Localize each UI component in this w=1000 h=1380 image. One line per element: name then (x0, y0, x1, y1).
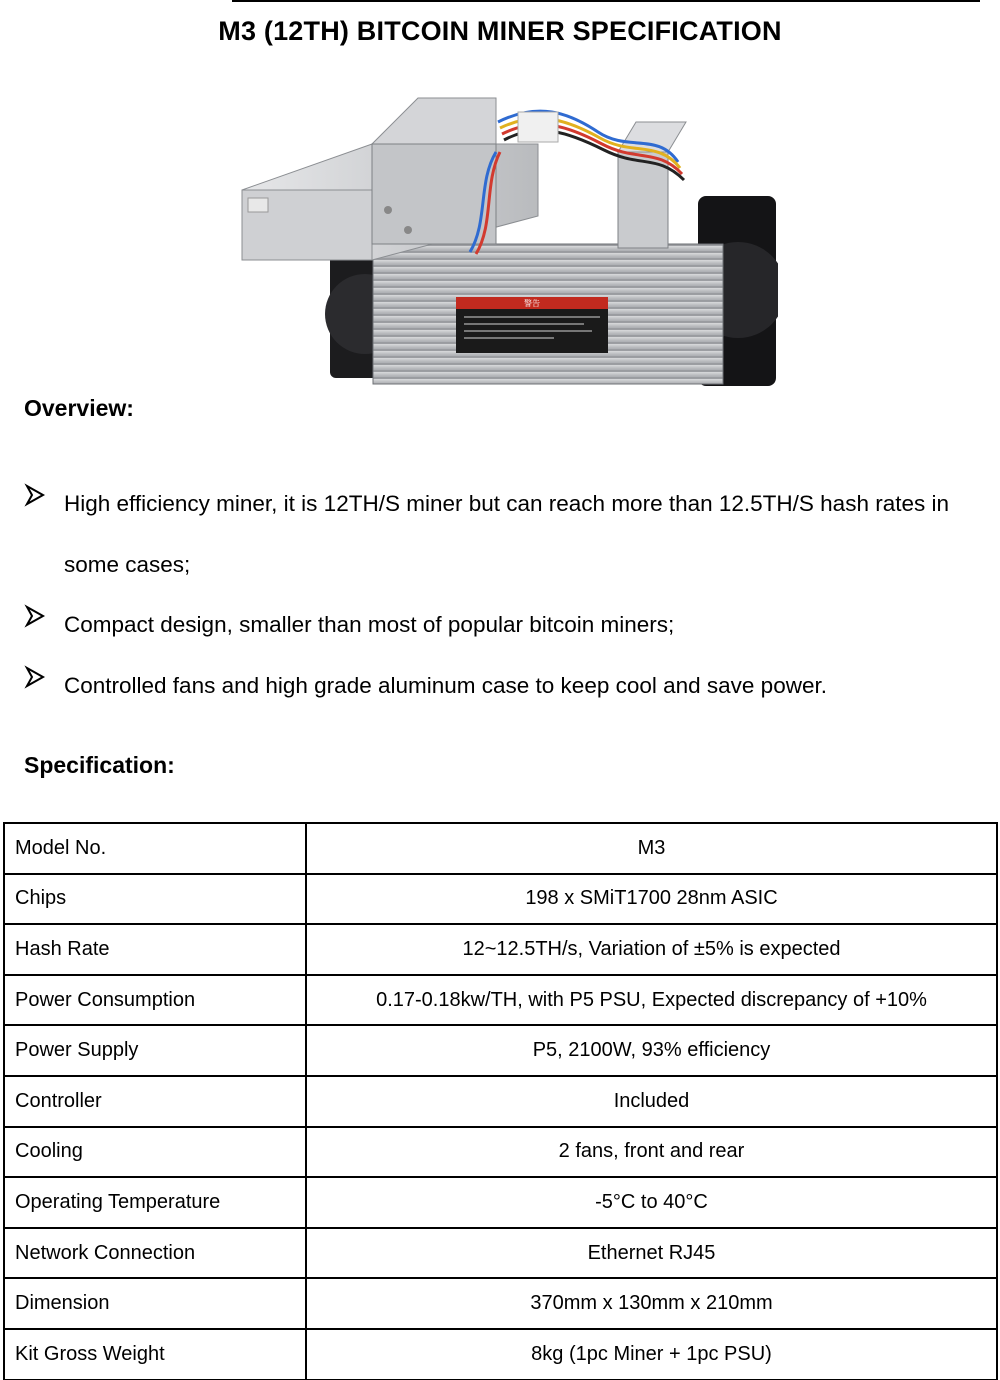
spec-value: M3 (306, 823, 997, 874)
table-row (4, 1228, 997, 1279)
table-row (4, 1127, 997, 1178)
spec-label: Model No. (4, 823, 306, 874)
spec-label: Power Supply (4, 1025, 306, 1076)
spec-value: 0.17-0.18kw/TH, with P5 PSU, Expected discrepancy of +10% (306, 975, 997, 1026)
spec-label: Hash Rate (4, 924, 306, 975)
spec-value: 370mm x 130mm x 210mm (306, 1278, 997, 1329)
bullet-text: Controlled fans and high grade aluminum case to keep cool and save power. (64, 672, 827, 698)
spec-value: P5, 2100W, 93% efficiency (306, 1025, 997, 1076)
arrowhead-bullet-icon (24, 595, 46, 655)
bullet-text: Compact design, smaller than most of popular bitcoin miners; (64, 612, 675, 637)
list-item (24, 656, 984, 717)
table-row (4, 924, 997, 975)
spec-label: Network Connection (4, 1228, 306, 1279)
table-row (4, 1177, 997, 1228)
spec-value: 2 fans, front and rear (306, 1127, 997, 1178)
table-row (4, 1025, 997, 1076)
arrowhead-bullet-icon (24, 474, 46, 534)
bullet-text: High efficiency miner, it is 12TH/S miner but can reach more than 12.5TH/S hash rates in some cases; (64, 491, 949, 577)
list-item (24, 474, 984, 595)
spec-label: Operating Temperature (4, 1177, 306, 1228)
spec-value: -5°C to 40°C (306, 1177, 997, 1228)
table-row (4, 823, 997, 874)
spec-label: Power Consumption (4, 975, 306, 1026)
spec-value: 198 x SMiT1700 28nm ASIC (306, 874, 997, 925)
spec-label: Controller (4, 1076, 306, 1127)
overview-bullet-list (24, 474, 984, 716)
spec-value: 12~12.5TH/s, Variation of ±5% is expected (306, 924, 997, 975)
spec-value: 8kg (1pc Miner + 1pc PSU) (306, 1329, 997, 1380)
spec-label: Kit Gross Weight (4, 1329, 306, 1380)
overview-heading: Overview: (24, 395, 134, 421)
spec-label: Cooling (4, 1127, 306, 1178)
spec-label: Dimension (4, 1278, 306, 1329)
warning-label-text: 警告 (524, 299, 540, 308)
spec-value: Ethernet RJ45 (306, 1228, 997, 1279)
table-row (4, 874, 997, 925)
table-row (4, 1329, 997, 1380)
specification-table (3, 822, 998, 1380)
spec-label: Chips (4, 874, 306, 925)
page-title: M3 (12TH) BITCOIN MINER SPECIFICATION (218, 16, 782, 46)
spec-value: Included (306, 1076, 997, 1127)
miner-photo (238, 92, 778, 392)
specification-heading: Specification: (24, 752, 175, 778)
arrowhead-bullet-icon (24, 656, 46, 716)
top-rule (232, 0, 980, 2)
table-row (4, 1076, 997, 1127)
table-row (4, 975, 997, 1026)
list-item (24, 595, 984, 656)
table-row (4, 1278, 997, 1329)
